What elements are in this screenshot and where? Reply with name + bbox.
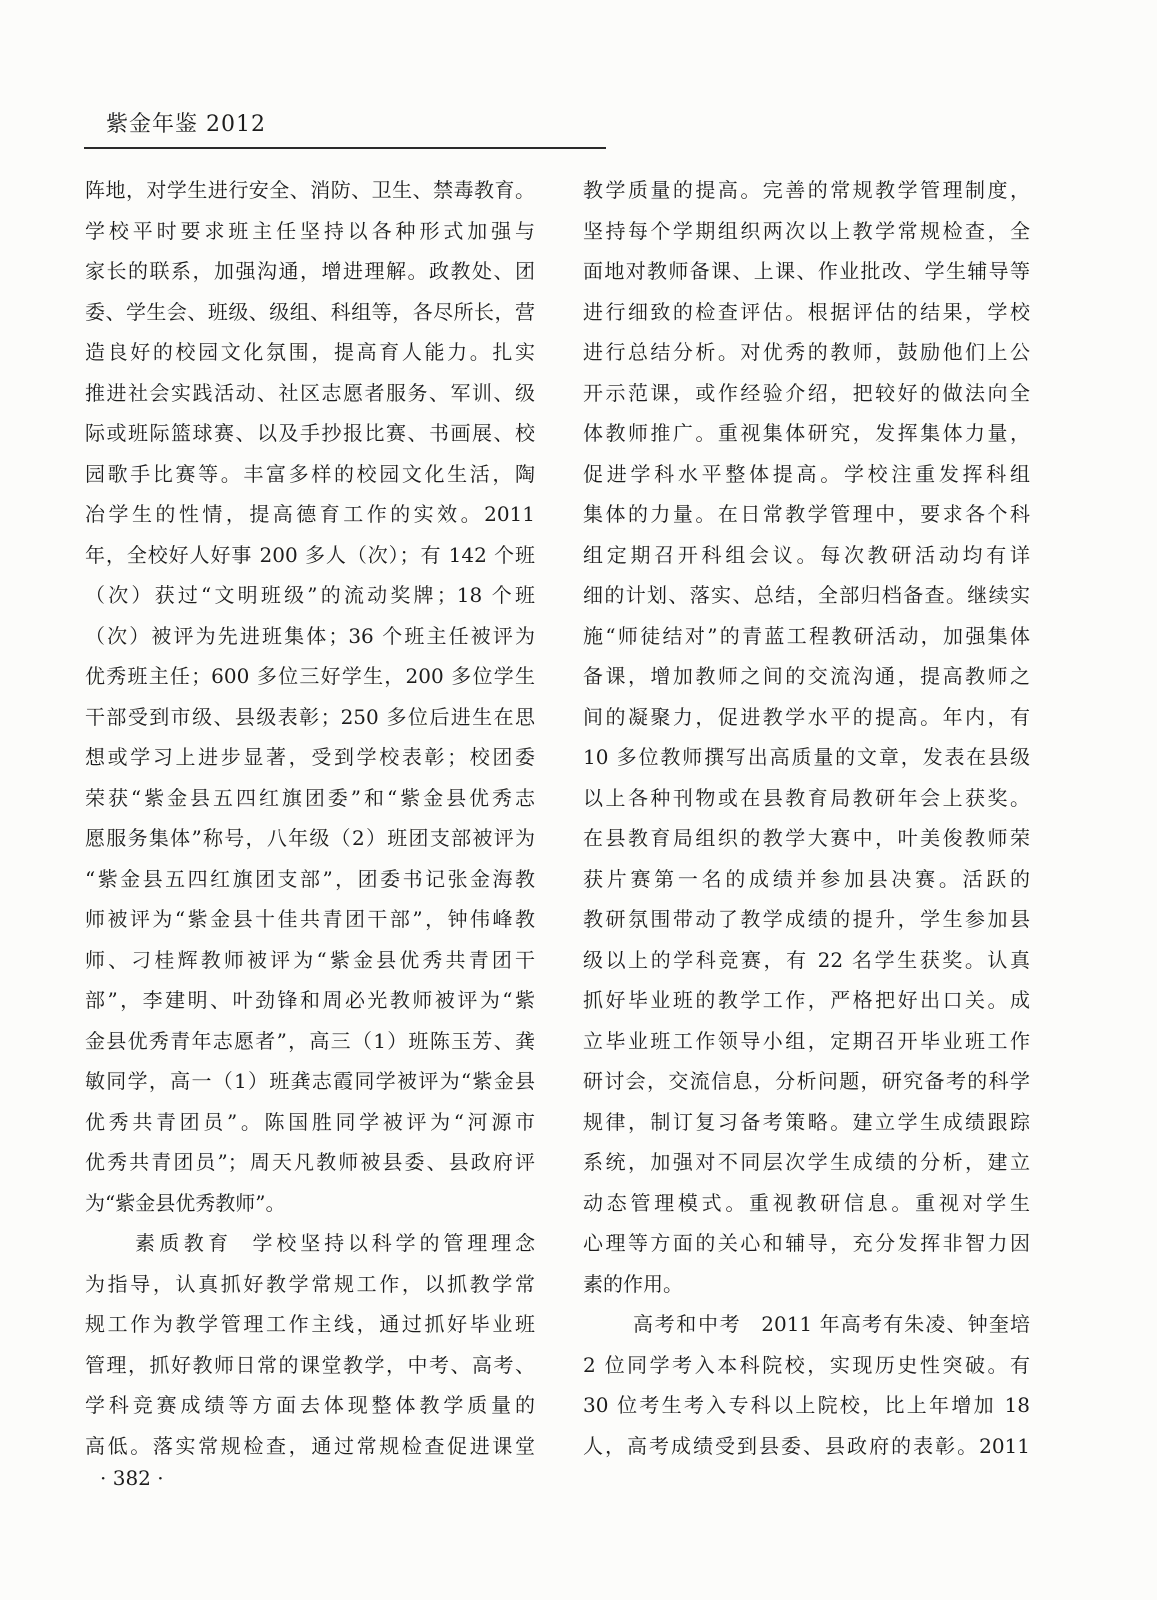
text-line: 心理等方面的关心和辅导，充分发挥非智力因 bbox=[583, 1231, 1030, 1255]
header-rule bbox=[84, 147, 606, 149]
right-column bbox=[583, 170, 1030, 1466]
text-line: 素的作用。 bbox=[583, 1271, 683, 1296]
text-line: 集体的力量。在日常教学管理中，要求各个科 bbox=[583, 502, 1030, 526]
left-column bbox=[85, 170, 535, 1466]
text-line: 10 多位教师撰写出高质量的文章，发表在县级 bbox=[583, 745, 1030, 769]
text-line: 进行细致的检查评估。根据评估的结果，学校 bbox=[583, 299, 1030, 324]
text-line: 级以上的学科竞赛，有 22 名学生获奖。认真 bbox=[583, 947, 1030, 972]
text-line: 家长的联系，加强沟通，增进理解。政教处、团 bbox=[85, 259, 535, 283]
text-line: 优秀班主任；600 多位三好学生，200 多位学生 bbox=[85, 664, 535, 688]
text-line: 坚持每个学期组织两次以上教学常规检查，全 bbox=[583, 218, 1030, 243]
text-line: 动态管理模式。重视教研信息。重视对学生 bbox=[583, 1190, 1030, 1215]
text-line: 体教师推广。重视集体研究，发挥集体力量， bbox=[583, 421, 1030, 445]
text-line: 抓好毕业班的教学工作，严格把好出口关。成 bbox=[583, 988, 1030, 1012]
text-line: 组定期召开科组会议。每次教研活动均有详 bbox=[583, 542, 1030, 567]
text-line: 规工作为教学管理工作主线，通过抓好毕业班 bbox=[85, 1312, 535, 1336]
text-line: 进行总结分析。对优秀的教师，鼓励他们上公 bbox=[583, 340, 1030, 364]
text-line: 师、刁桂辉教师被评为“紫金县优秀共青团干 bbox=[85, 947, 535, 972]
text-line: 获片赛第一名的成绩并参加县决赛。活跃的 bbox=[583, 866, 1030, 891]
text-line: “紫金县五四红旗团支部”，团委书记张金海教 bbox=[85, 866, 535, 891]
text-line: 规律，制订复习备考策略。建立学生成绩跟踪 bbox=[583, 1109, 1030, 1134]
text-line: 施“师徒结对”的青蓝工程教研活动，加强集体 bbox=[583, 623, 1030, 648]
text-line: 阵地，对学生进行安全、消防、卫生、禁毒教育。 bbox=[85, 178, 535, 202]
text-line: 人，高考成绩受到县委、县政府的表彰。2011 bbox=[583, 1433, 1030, 1458]
section-text: 学校坚持以科学的管理理念 bbox=[252, 1231, 536, 1255]
text-line: 愿服务集体”称号，八年级（2）班团支部被评为 bbox=[85, 826, 535, 850]
text-line: （次）获过“文明班级”的流动奖牌；18 个班 bbox=[85, 583, 535, 607]
text-line: 开示范课，或作经验介绍，把较好的做法向全 bbox=[583, 380, 1030, 405]
text-line: 细的计划、落实、总结，全部归档备查。继续实 bbox=[583, 583, 1030, 607]
text-line: 研讨会，交流信息，分析问题，研究备考的科学 bbox=[583, 1069, 1030, 1093]
text-line: （次）被评为先进班集体；36 个班主任被评为 bbox=[85, 623, 535, 648]
text-line: 学科竞赛成绩等方面去体现整体教学质量的 bbox=[85, 1393, 535, 1417]
text-line: 管理，抓好教师日常的课堂教学，中考、高考、 bbox=[85, 1352, 535, 1377]
text-line: 2 位同学考入本科院校，实现历史性突破。有 bbox=[583, 1352, 1030, 1377]
text-line: 金县优秀青年志愿者”，高三（1）班陈玉芳、龚 bbox=[85, 1028, 535, 1053]
text-line: 优秀共青团员”。陈国胜同学被评为“河源市 bbox=[85, 1109, 535, 1134]
text-line: 造良好的校园文化氛围，提高育人能力。扎实 bbox=[85, 340, 535, 364]
text-line: 年，全校好人好事 200 多人（次）；有 142 个班 bbox=[85, 542, 535, 567]
section-text: 2011 年高考有朱凌、钟奎培 bbox=[761, 1312, 1030, 1336]
text-line: 想或学习上进步显著，受到学校表彰；校团委 bbox=[85, 745, 535, 769]
text-line: 高低。落实常规检查，通过常规检查促进课堂 bbox=[85, 1433, 535, 1458]
text-line: 备课，增加教师之间的交流沟通，提高教师之 bbox=[583, 664, 1030, 688]
running-header: 紫金年鉴 2012 bbox=[106, 112, 266, 137]
text-line: 干部受到市级、县级表彰；250 多位后进生在思 bbox=[85, 704, 535, 729]
text-line: 教学质量的提高。完善的常规教学管理制度， bbox=[583, 178, 1030, 202]
text-line: 委、学生会、班级、级组、科组等，各尽所长，营 bbox=[85, 299, 535, 324]
text-line: 面地对教师备课、上课、作业批改、学生辅导等 bbox=[583, 259, 1030, 283]
text-line: 冶学生的性情，提高德育工作的实效。2011 bbox=[85, 502, 535, 526]
text-line: 间的凝聚力，促进教学水平的提高。年内，有 bbox=[583, 704, 1030, 729]
text-line: 为指导，认真抓好教学常规工作，以抓教学常 bbox=[85, 1271, 535, 1296]
text-line: 推进社会实践活动、社区志愿者服务、军训、级 bbox=[85, 380, 535, 405]
text-line bbox=[583, 1304, 1030, 1345]
text-line: 在县教育局组织的教学大赛中，叶美俊教师荣 bbox=[583, 826, 1030, 850]
text-line: 促进学科水平整体提高。学校注重发挥科组 bbox=[583, 461, 1030, 486]
text-line: 立毕业班工作领导小组，定期召开毕业班工作 bbox=[583, 1028, 1030, 1053]
text-line: 学校平时要求班主任坚持以各种形式加强与 bbox=[85, 218, 535, 243]
text-line: 教研氛围带动了教学成绩的提升，学生参加县 bbox=[583, 907, 1030, 931]
text-line: 师被评为“紫金县十佳共青团干部”，钟伟峰教 bbox=[85, 907, 535, 931]
text-line bbox=[85, 1223, 535, 1264]
text-line: 园歌手比赛等。丰富多样的校园文化生活，陶 bbox=[85, 461, 535, 486]
text-line: 部”，李建明、叶劲锋和周必光教师被评为“紫 bbox=[85, 988, 535, 1012]
text-line: 系统，加强对不同层次学生成绩的分析，建立 bbox=[583, 1150, 1030, 1174]
text-line: 优秀共青团员”；周天凡教师被县委、县政府评 bbox=[85, 1150, 535, 1174]
text-line: 际或班际篮球赛、以及手抄报比赛、书画展、校 bbox=[85, 421, 535, 445]
text-line: 以上各种刊物或在县教育局教研年会上获奖。 bbox=[583, 785, 1030, 810]
text-line: 30 位考生考入专科以上院校，比上年增加 18 bbox=[583, 1393, 1030, 1417]
text-line: 敏同学，高一（1）班龚志霞同学被评为“紫金县 bbox=[85, 1069, 535, 1093]
text-line: 荣获“紫金县五四红旗团委”和“紫金县优秀志 bbox=[85, 785, 535, 810]
section-heading: 素质教育 bbox=[135, 1231, 233, 1255]
text-line: 为“紫金县优秀教师”。 bbox=[85, 1190, 286, 1215]
section-heading: 高考和中考 bbox=[633, 1312, 742, 1336]
page-number: · 382 · bbox=[100, 1466, 164, 1490]
